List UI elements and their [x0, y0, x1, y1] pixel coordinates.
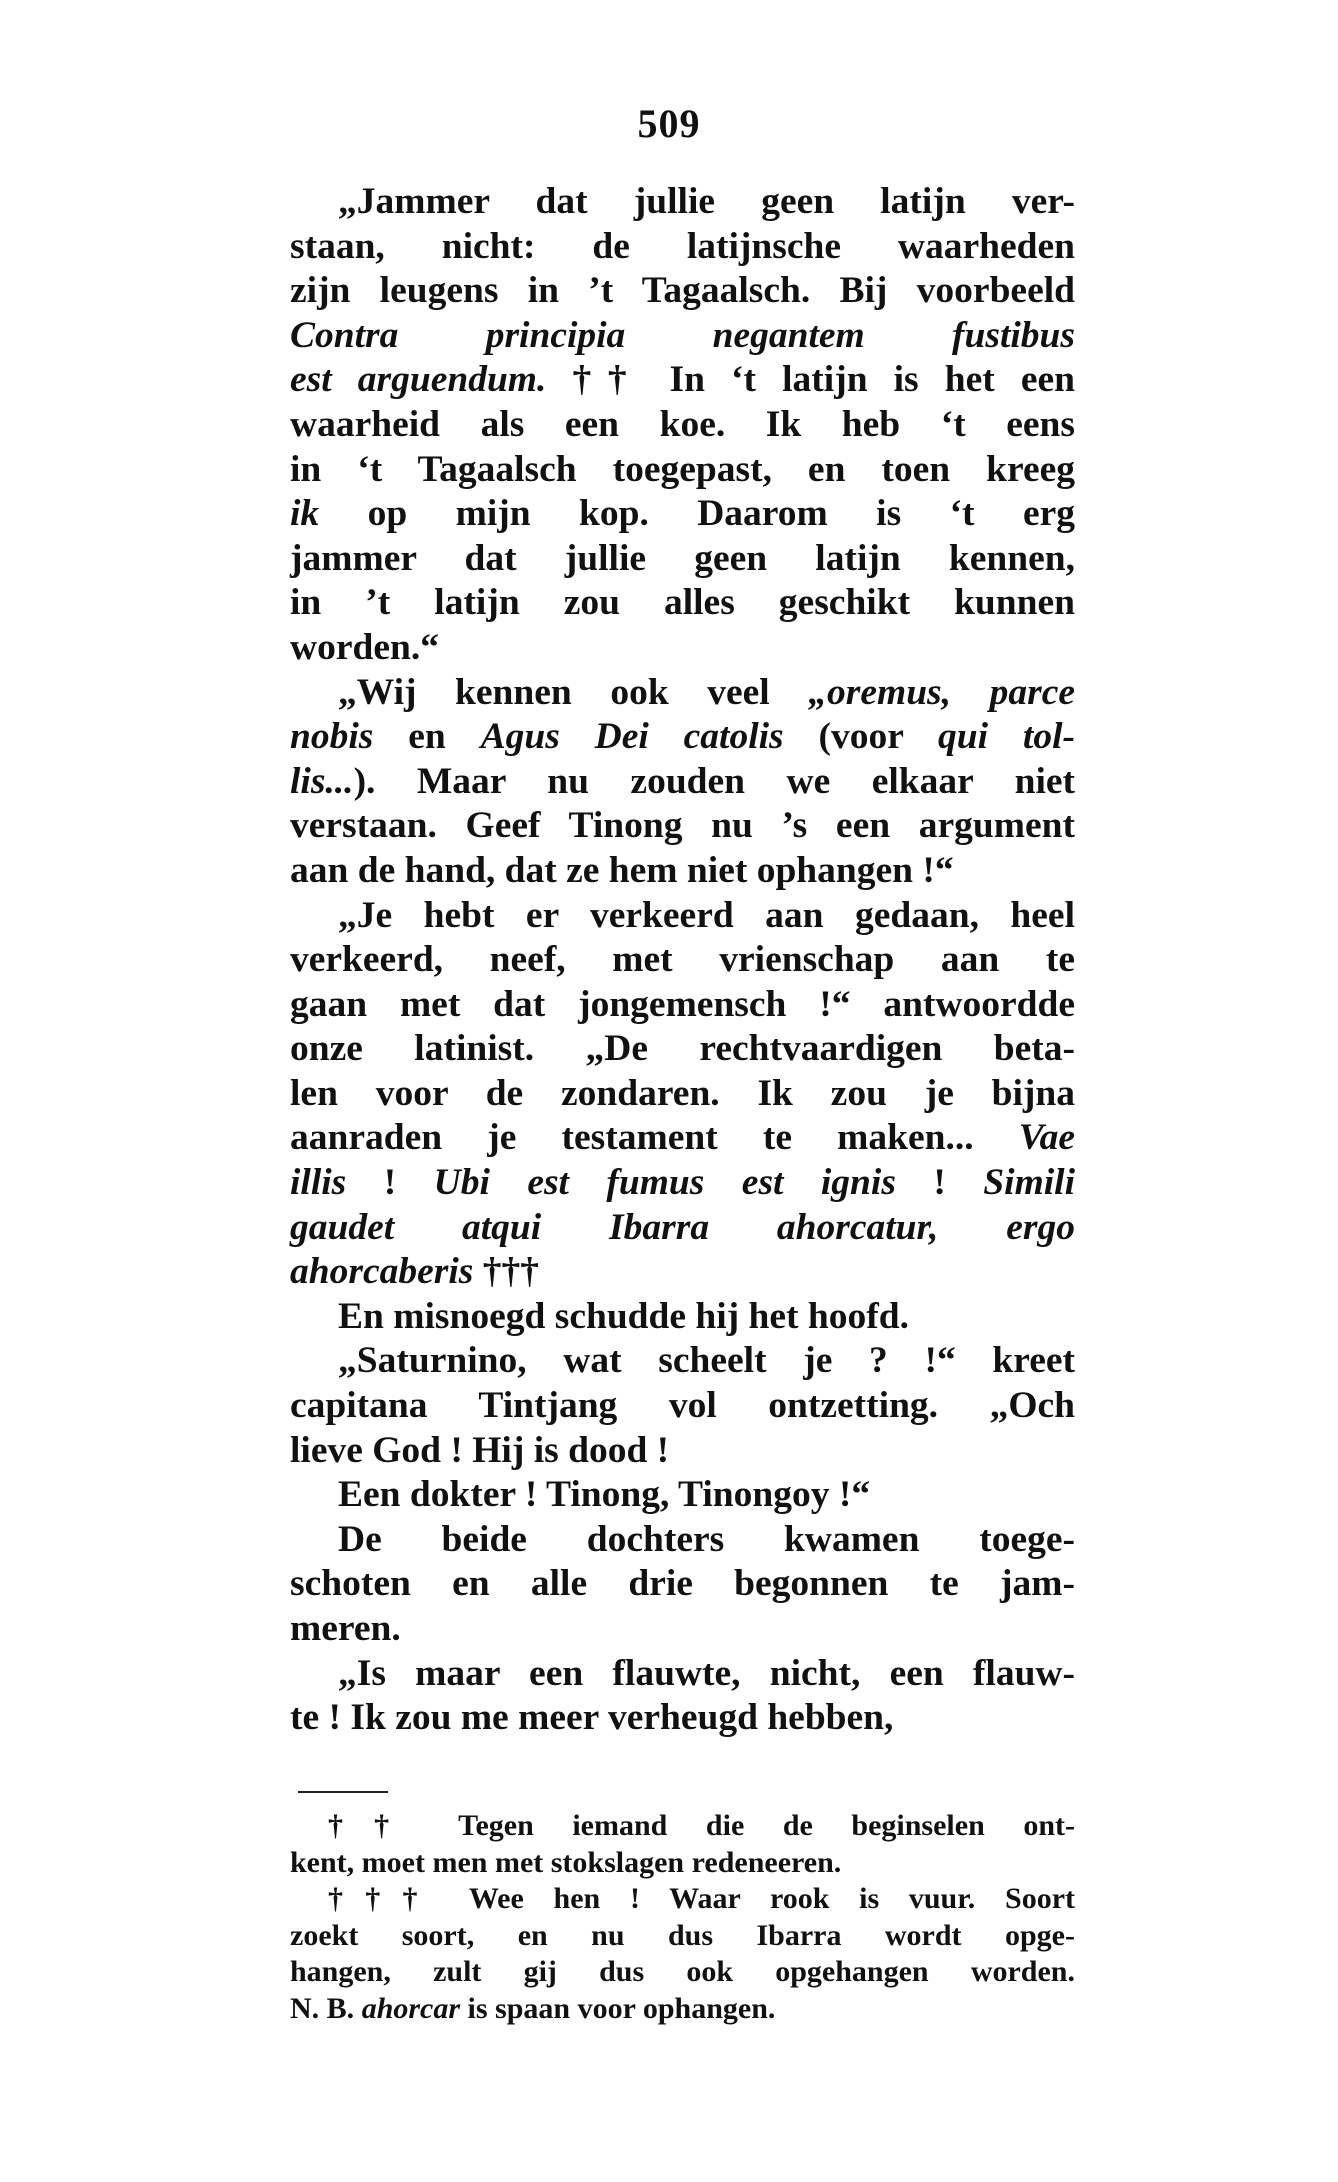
- text-line: [290, 1696, 1075, 1741]
- text-run: qui tol-: [938, 716, 1075, 758]
- text-line: [290, 849, 1075, 894]
- text-line: [290, 1339, 1075, 1384]
- text-line: [290, 1384, 1075, 1429]
- text-run: En misnoegd schudde hij het hoofd.: [338, 1295, 909, 1337]
- text-line: [290, 894, 1075, 939]
- text-run: †† In ‘t latijn is het een: [546, 359, 1075, 401]
- text-run: Contra principia negantem fustibus: [290, 314, 1075, 356]
- text-line: [290, 1473, 1075, 1518]
- paragraph: [290, 894, 1075, 1295]
- text-line: [290, 1161, 1075, 1206]
- text-run: te ! Ik zou me meer verheugd hebben,: [290, 1697, 894, 1739]
- text-line: [290, 269, 1075, 314]
- text-run: schoten en alle drie begonnen te jam-: [290, 1563, 1075, 1605]
- text-line: [290, 715, 1075, 760]
- text-run: illis: [290, 1162, 347, 1204]
- text-run: waarheid als een koe. Ik heb ‘t eens: [290, 403, 1075, 445]
- text-line: [290, 1845, 1075, 1882]
- paragraph: [290, 1518, 1075, 1652]
- text-line: [290, 1206, 1075, 1251]
- text-run: capitana Tintjang vol ontzetting. „Och: [290, 1385, 1075, 1427]
- text-line: [290, 983, 1075, 1028]
- text-line: [290, 581, 1075, 626]
- text-run: Agus Dei catolis: [480, 716, 784, 758]
- text-line: [290, 314, 1075, 359]
- text-run: De beide dochters kwamen toege-: [338, 1518, 1075, 1560]
- text-line: [290, 760, 1075, 805]
- footnote: [290, 1881, 1075, 2027]
- text-run: lieve God ! Hij is dood !: [290, 1429, 670, 1471]
- text-line: [290, 1072, 1075, 1117]
- text-run: ††† Wee hen ! Waar rook is vuur. Soort: [328, 1882, 1075, 1915]
- text-run: onze latinist. „De rechtvaardigen beta-: [290, 1028, 1075, 1070]
- text-run: gaan met dat jongemensch !“ antwoordde: [290, 983, 1075, 1025]
- text-line: [290, 1991, 1075, 2028]
- text-line: [290, 1295, 1075, 1340]
- text-run: Simili: [983, 1162, 1075, 1204]
- text-run: gaudet atqui Ibarra ahorcatur, ergo: [290, 1206, 1075, 1248]
- text-line: [290, 537, 1075, 582]
- text-line: [290, 403, 1075, 448]
- text-line: [290, 1027, 1075, 1072]
- text-run: Vae: [1018, 1117, 1075, 1159]
- page-number: 509: [637, 101, 701, 146]
- text-line: [290, 1429, 1075, 1474]
- text-run: zijn leugens in ’t Tagaalsch. Bij voorbeeld: [290, 270, 1075, 312]
- text-line: [290, 671, 1075, 716]
- text-line: [290, 1250, 1075, 1295]
- text-line: [290, 1808, 1075, 1845]
- text-run: „Wij kennen ook veel: [338, 671, 809, 713]
- body-text: [290, 180, 1075, 1741]
- text-run: N. B.: [290, 1991, 362, 2025]
- text-run: jammer dat jullie geen latijn kennen,: [290, 537, 1075, 579]
- text-run: est arguendum.: [290, 359, 547, 401]
- text-run: meren.: [290, 1608, 401, 1649]
- text-run: !: [346, 1162, 434, 1204]
- text-line: [290, 1881, 1075, 1918]
- text-run: verstaan. Geef Tinong nu ’s een argument: [290, 805, 1075, 847]
- text-run: ). Maar nu zouden we elkaar niet: [353, 760, 1075, 802]
- paragraph: [290, 1473, 1075, 1518]
- text-run: in ‘t Tagaalsch toegepast, en toen kreeg: [290, 448, 1075, 490]
- text-run: „oremus, parce: [808, 671, 1075, 713]
- footnote-divider: [298, 1791, 388, 1793]
- text-run: op mijn kop. Daarom is ‘t erg: [319, 493, 1075, 535]
- paragraph: [290, 1652, 1075, 1741]
- text-run: ahorcar: [361, 1991, 461, 2025]
- paragraph: [290, 671, 1075, 894]
- text-run: zoekt soort, en nu dus Ibarra wordt opge-: [290, 1918, 1075, 1952]
- text-run: kent, moet men met stokslagen redeneeren.: [290, 1845, 842, 1879]
- text-line: [290, 492, 1075, 537]
- text-run: is spaan voor ophangen.: [460, 1991, 776, 2025]
- text-line: [290, 1652, 1075, 1697]
- text-run: ik: [290, 493, 320, 535]
- text-run: „Is maar een flauwte, nicht, een flauw-: [338, 1652, 1075, 1694]
- text-line: [290, 225, 1075, 270]
- footnote: [290, 1808, 1075, 1881]
- text-line: [290, 1954, 1075, 1991]
- text-run: „Jammer dat jullie geen latijn ver-: [338, 181, 1075, 222]
- text-run: †††: [473, 1251, 539, 1293]
- text-line: [290, 938, 1075, 983]
- text-run: Ubi est fumus est ignis: [433, 1162, 896, 1204]
- text-line: [290, 626, 1075, 671]
- text-run: (voor: [783, 716, 939, 758]
- text-run: en: [373, 716, 481, 758]
- text-run: staan, nicht: de latijnsche waarheden: [290, 225, 1075, 267]
- text-run: hangen, zult gij dus ook opgehangen worden.: [290, 1955, 1075, 1988]
- text-run: aan de hand, dat ze hem niet ophangen !“: [290, 849, 954, 891]
- paragraph: [290, 1339, 1075, 1473]
- text-line: [290, 1607, 1075, 1652]
- paragraph: [290, 1295, 1075, 1340]
- text-line: [290, 804, 1075, 849]
- text-run: ahorcaberis: [290, 1251, 474, 1293]
- text-run: „Saturnino, wat scheelt je ? !“ kreet: [338, 1340, 1075, 1382]
- text-run: Een dokter ! Tinong, Tinongoy !“: [338, 1474, 871, 1516]
- text-run: †† Tegen iemand die de beginselen ont-: [328, 1809, 1075, 1842]
- text-run: len voor de zondaren. Ik zou je bijna: [290, 1072, 1075, 1114]
- text-run: „Je hebt er verkeerd aan gedaan, heel: [338, 894, 1075, 936]
- footnotes: [290, 1808, 1075, 2027]
- text-line: [290, 448, 1075, 493]
- text-line: [290, 1562, 1075, 1607]
- text-run: worden.“: [290, 626, 439, 668]
- text-run: verkeerd, neef, met vrienschap aan te: [290, 939, 1075, 981]
- text-line: [290, 1116, 1075, 1161]
- text-run: lis...: [290, 760, 354, 802]
- text-run: aanraden je testament te maken...: [290, 1117, 1019, 1159]
- text-run: nobis: [290, 716, 374, 758]
- text-run: !: [895, 1162, 984, 1204]
- paragraph: [290, 180, 1075, 671]
- text-line: [290, 1518, 1075, 1563]
- text-line: [290, 180, 1075, 225]
- text-line: [290, 358, 1075, 403]
- text-run: in ’t latijn zou alles geschikt kunnen: [290, 582, 1075, 624]
- text-line: [290, 1918, 1075, 1955]
